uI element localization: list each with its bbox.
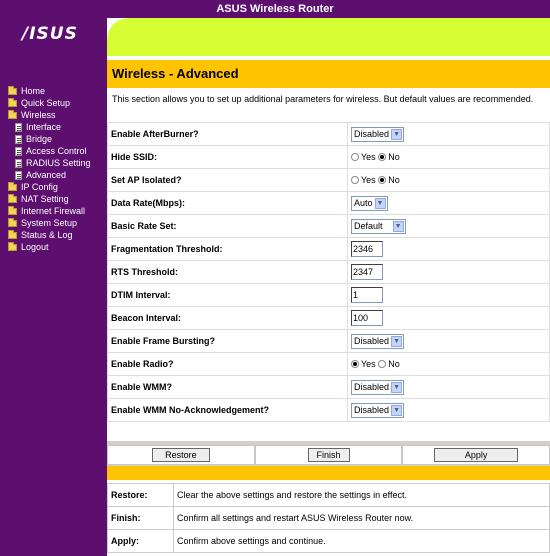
select-value: Disabled [354, 129, 390, 139]
help-text: Confirm above settings and continue. [174, 530, 550, 553]
help-header-bar [107, 466, 550, 480]
sidebar-item-internet-firewall[interactable] [0, 205, 107, 217]
table-row [108, 399, 550, 422]
table-row [108, 238, 550, 261]
wmm-no-ack-select[interactable] [351, 403, 404, 418]
doc-icon [15, 159, 22, 168]
header-banner [107, 18, 550, 56]
rts-threshold-input[interactable]: 2347 [351, 264, 383, 280]
sidebar-item-label: RADIUS Setting [26, 158, 91, 168]
ap-isolated-no-radio[interactable] [378, 176, 386, 184]
apply-button[interactable]: Apply [434, 448, 519, 462]
help-key: Apply: [108, 530, 174, 553]
folder-icon [8, 208, 17, 215]
field-label: Enable WMM? [108, 376, 348, 399]
sidebar-item-label: Home [21, 86, 46, 96]
field-label: Enable Radio? [108, 353, 348, 376]
doc-icon [15, 135, 22, 144]
select-value: Disabled [354, 336, 390, 346]
sidebar-item-interface[interactable] [0, 121, 107, 133]
sidebar-item-label: Quick Setup [21, 98, 71, 108]
sidebar-item-label: NAT Setting [21, 194, 69, 204]
logo-area [0, 18, 107, 56]
chevron-down-icon: ▼ [391, 129, 402, 140]
help-key: Finish: [108, 507, 174, 530]
main-content [107, 56, 550, 556]
field-label: Hide SSID: [108, 146, 348, 169]
page-description: This section allows you to set up additional parameters for wireless. But default values are recommended. [112, 94, 534, 104]
table-row [108, 330, 550, 353]
sidebar-item-nat-setting[interactable] [0, 193, 107, 205]
ap-isolated-radio-group [351, 175, 400, 185]
enable-radio-yes-radio[interactable] [351, 360, 359, 368]
select-value: Disabled [354, 405, 390, 415]
sidebar-item-label: Access Control [26, 146, 87, 156]
field-label: Basic Rate Set: [108, 215, 348, 238]
radio-label: Yes [361, 174, 376, 185]
radio-label: No [388, 358, 400, 369]
sidebar-item-label: Wireless [21, 110, 56, 120]
field-label: Data Rate(Mbps): [108, 192, 348, 215]
folder-icon [8, 196, 17, 203]
table-row [108, 192, 550, 215]
chevron-down-icon: ▼ [391, 405, 402, 416]
sidebar-item-bridge[interactable] [0, 133, 107, 145]
field-label: Fragmentation Threshold: [108, 238, 348, 261]
select-value: Default [354, 221, 383, 231]
hide-ssid-no-radio[interactable] [378, 153, 386, 161]
table-row [108, 261, 550, 284]
hide-ssid-radio-group [351, 152, 400, 162]
sidebar-item-system-setup[interactable] [0, 217, 107, 229]
sidebar-item-advanced[interactable] [0, 169, 107, 181]
fragmentation-threshold-input[interactable]: 2346 [351, 241, 383, 257]
sidebar-item-wireless[interactable] [0, 109, 107, 121]
finish-button[interactable]: Finish [308, 448, 350, 462]
table-row [108, 123, 550, 146]
enable-radio-radio-group [351, 359, 400, 369]
field-label: Beacon Interval: [108, 307, 348, 330]
radio-label: Yes [361, 151, 376, 162]
doc-icon [15, 147, 22, 156]
chevron-down-icon: ▼ [391, 382, 402, 393]
field-label: DTIM Interval: [108, 284, 348, 307]
asus-logo: /ISUS [22, 24, 78, 44]
field-label: RTS Threshold: [108, 261, 348, 284]
table-row [108, 169, 550, 192]
field-label: Enable Frame Bursting? [108, 330, 348, 353]
restore-button[interactable]: Restore [152, 448, 210, 462]
chevron-down-icon: ▼ [391, 336, 402, 347]
folder-icon [8, 184, 17, 191]
sidebar-item-logout[interactable] [0, 241, 107, 253]
help-text: Confirm all settings and restart ASUS Wireless Router now. [174, 507, 550, 530]
sidebar-item-label: Bridge [26, 134, 53, 144]
folder-icon [8, 100, 17, 107]
settings-table [107, 122, 550, 422]
field-label: Enable WMM No-Acknowledgement? [108, 399, 348, 422]
radio-label: No [388, 151, 400, 162]
table-row [108, 376, 550, 399]
sidebar-item-access-control[interactable] [0, 145, 107, 157]
sidebar-item-quick-setup[interactable] [0, 97, 107, 109]
field-label: Set AP Isolated? [108, 169, 348, 192]
sidebar-item-label: Logout [21, 242, 49, 252]
doc-icon [15, 123, 22, 132]
sidebar-item-label: Interface [26, 122, 62, 132]
select-value: Auto [354, 198, 373, 208]
button-row [107, 445, 550, 465]
page-title: Wireless - Advanced [107, 60, 550, 88]
field-label: Enable AfterBurner? [108, 123, 348, 146]
table-row [108, 215, 550, 238]
sidebar-item-ip-config[interactable] [0, 181, 107, 193]
folder-open-icon [8, 112, 17, 119]
folder-icon [8, 244, 17, 251]
folder-icon [8, 220, 17, 227]
basic-rate-select[interactable] [351, 219, 406, 234]
help-table [107, 483, 550, 553]
help-text: Clear the above settings and restore the settings in effect. [174, 484, 550, 507]
chevron-down-icon: ▼ [393, 221, 404, 232]
sidebar-item-label: IP Config [21, 182, 58, 192]
radio-label: Yes [361, 358, 376, 369]
data-rate-select[interactable] [351, 196, 388, 211]
sidebar-item-home[interactable] [0, 85, 107, 97]
table-row [108, 284, 550, 307]
sidebar-item-label: Status & Log [21, 230, 73, 240]
dtim-interval-input[interactable]: 1 [351, 287, 383, 303]
sidebar-item-label: Advanced [26, 170, 67, 180]
table-row [108, 146, 550, 169]
folder-icon [8, 88, 17, 95]
select-value: Disabled [354, 382, 390, 392]
sidebar-item-label: System Setup [21, 218, 78, 228]
help-key: Restore: [108, 484, 174, 507]
table-row [108, 484, 550, 507]
hide-ssid-yes-radio[interactable] [351, 153, 359, 161]
radio-label: No [388, 174, 400, 185]
table-row [108, 530, 550, 553]
wmm-select[interactable] [351, 380, 404, 395]
sidebar-item-radius-setting[interactable] [0, 157, 107, 169]
table-row [108, 353, 550, 376]
sidebar-item-label: Internet Firewall [21, 206, 86, 216]
table-row [108, 307, 550, 330]
table-row [108, 507, 550, 530]
beacon-interval-input[interactable]: 100 [351, 310, 383, 326]
chevron-down-icon: ▼ [375, 198, 386, 209]
sidebar [0, 56, 107, 556]
folder-icon [8, 232, 17, 239]
window-title: ASUS Wireless Router [0, 0, 550, 18]
afterburner-select[interactable] [351, 127, 404, 142]
frame-bursting-select[interactable] [351, 334, 404, 349]
ap-isolated-yes-radio[interactable] [351, 176, 359, 184]
enable-radio-no-radio[interactable] [378, 360, 386, 368]
sidebar-item-status-log[interactable] [0, 229, 107, 241]
doc-icon [15, 171, 22, 180]
